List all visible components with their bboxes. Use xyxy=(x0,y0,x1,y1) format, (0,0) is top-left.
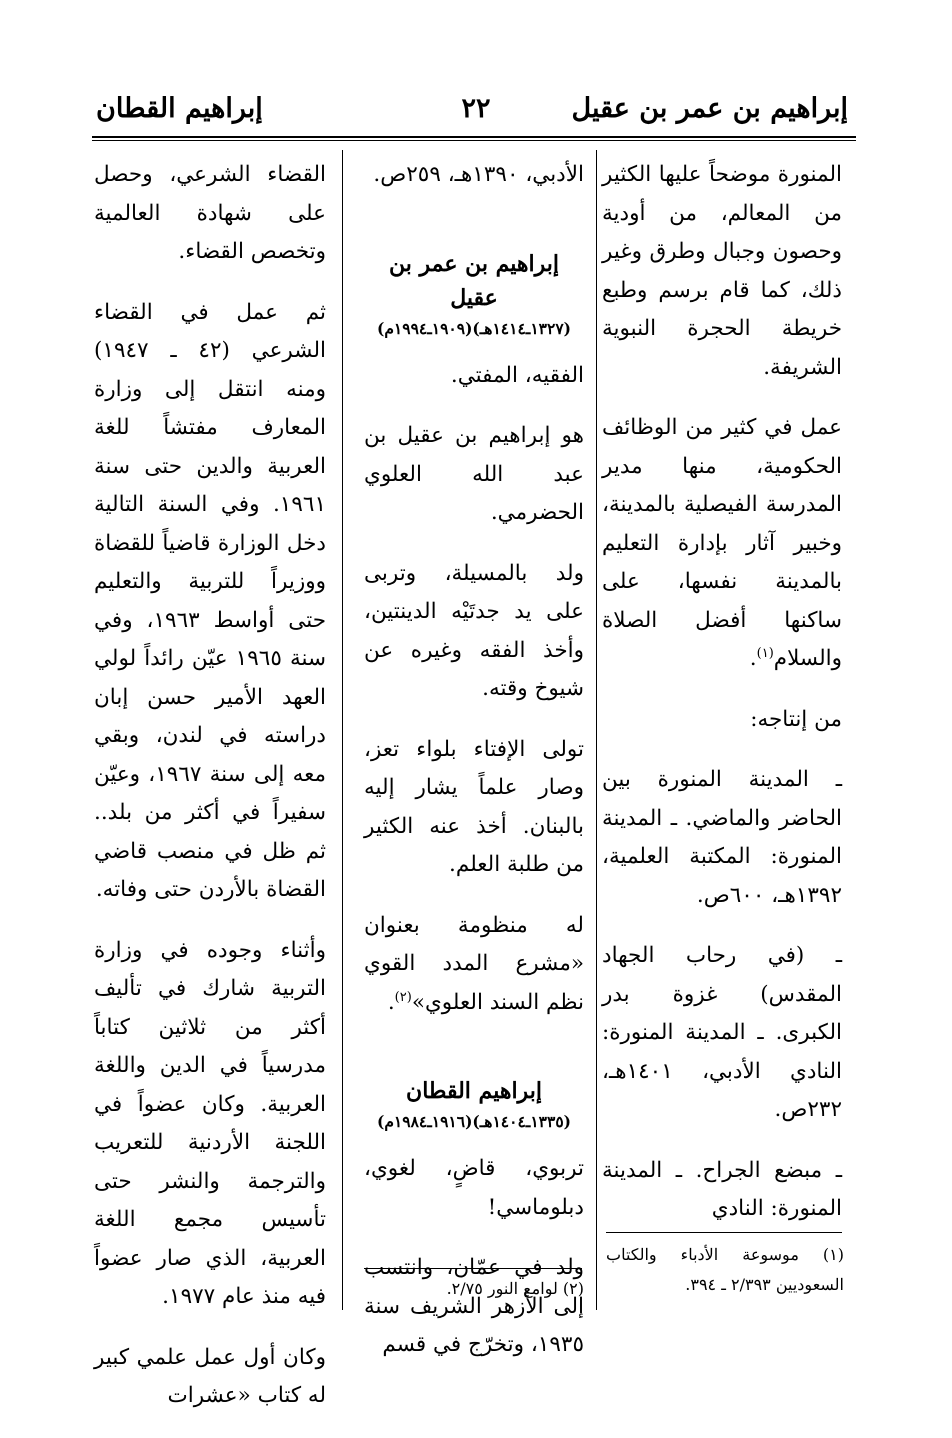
header-rule xyxy=(92,136,856,138)
footnote: (٢) لوامع النور ٢/٧٥. xyxy=(446,1279,584,1298)
paragraph: ولد بالمسيلة، وتربى على يد جدتَيْه الدينتين، وأخذ الفقه وغيره عن شيوخ وقته. xyxy=(364,560,584,701)
paragraph: ولد في عمّان، وانتسب إلى الأزهر الشريف سنة ١٩٣٥، وتخرّج في قسم xyxy=(364,1255,584,1357)
column-separator xyxy=(596,150,597,1310)
entry-dates: (١٣٣٥ـ١٤٠٤هـ)(١٩١٦ـ١٩٨٤م) xyxy=(376,1112,571,1131)
footnote: (١) موسوعة الأدباء والكتاب السعوديين ٢/٣٩٣ ـ ٣٩٤. xyxy=(606,1245,844,1294)
paragraph: عمل في كثير من الوظائف الحكومية، منها مدير المدرسة الفيصلية بالمدينة، وخبير آثار بإدارة التعليم بالمدينة نفسها، على ساكنها أفضل الصلاة والسلام$^{(١)}$. xyxy=(602,415,842,671)
column-middle xyxy=(364,156,584,1387)
footnote-reference: (١) xyxy=(756,645,774,661)
paragraph: وأثناء وجوده في وزارة التربية شارك في تأليف أكثر من ثلاثين كتاباً مدرسياً في الدين واللغة العربية. وكان عضواً في اللجنة الأردنية للتعريب والترجمة والنشر حتى تأسيس مجمع اللغة العربية، الذي صار عضواً فيه منذ عام ١٩٧٧. xyxy=(94,937,326,1309)
paragraph: هو إبراهيم بن عقيل بن عبد الله العلوي الحضرمي. xyxy=(364,423,584,525)
column-separator xyxy=(342,150,343,1310)
header-rule-thin xyxy=(92,140,856,141)
entry-title: إبراهيم بن عمر بن عقيل xyxy=(388,250,560,311)
footnote-rule xyxy=(606,1232,842,1233)
column-right xyxy=(602,156,842,1251)
paragraph: ـ المدينة المنورة بين الحاضر والماضي. ـ المدينة المنورة: المكتبة العلمية، ١٣٩٢هـ، ٦٠٠ص. xyxy=(602,767,842,908)
entry-title: إبراهيم القطان xyxy=(406,1078,542,1104)
paragraph: المنورة موضحاً عليها الكثير من المعالم، من أودية وحصون وجبال وطرق وغير ذلك، كما قام برسم وطبع خريطة الحجرة النبوية الشريفة. xyxy=(602,162,842,380)
paragraph: وكان أول عمل علمي كبير له كتاب «عشرات xyxy=(94,1344,326,1408)
paragraph: الأدبي، ١٣٩٠هـ، ٢٥٩ص. xyxy=(373,162,584,187)
entry-role: الفقيه، المفتي. xyxy=(450,362,584,388)
page-number: ٢٢ xyxy=(461,93,491,124)
footnote-rule xyxy=(364,1268,582,1269)
paragraph: القضاء الشرعي، وحصل على شهادة العالمية وتخصص القضاء. xyxy=(94,162,326,264)
running-header-left: إبراهيم القطان xyxy=(96,93,263,124)
entry-role: تربوي، قاضٍ، لغوي، دبلوماسي! xyxy=(364,1156,584,1220)
entry-dates: (١٣٢٧ـ١٤١٤هـ)(١٩٠٩ـ١٩٩٤م) xyxy=(376,318,571,338)
paragraph-text: له منظومة بعنوان «مشرع المدد القوي نظم السند العلوي» xyxy=(364,912,584,1015)
paragraph: ـ (في رحاب الجهاد المقدس) غزوة بدر الكبرى. ـ المدينة المنورة: النادي الأدبي، ١٤٠١هـ، ٢٣٢ص. xyxy=(602,943,842,1122)
running-header-right: إبراهيم بن عمر بن عقيل xyxy=(571,93,848,124)
paragraph: ثم عمل في القضاء الشرعي (٤٢ ـ ١٩٤٧) ومنه انتقل إلى وزارة المعارف مفتشاً للغة العربية والدين حتى سنة ١٩٦١. وفي السنة التالية دخل الوزارة قاضياً للقضاة ووزيراً للتربية والتعليم حتى أواسط ١٩٦٣، وفي سنة ١٩٦٥ عيّن رائداً لولي العهد الأمير حسن إبان دراسته في لندن، وبقي معه إلى سنة ١٩٦٧، وعيّن سفيراً في أكثر من بلد.. ثم ظل في منصب قاضي القضاة بالأردن حتى وفاته. xyxy=(94,299,326,902)
footnote-reference: (٢) xyxy=(394,989,412,1005)
paragraph: له منظومة بعنوان «مشرع المدد القوي نظم السند العلوي»$^{(٢)}$. xyxy=(364,912,584,1015)
paragraph-text: عمل في كثير من الوظائف الحكومية، منها مدير المدرسة الفيصلية بالمدينة، وخبير آثار بإدارة التعليم بالمدينة نفسها، على ساكنها أفضل الصلاة والسلام xyxy=(602,415,842,671)
column-left xyxy=(94,156,326,1438)
paragraph: ـ مبضع الجراح. ـ المدينة المنورة: النادي xyxy=(602,1157,842,1221)
paragraph: تولى الإفتاء بلواء تعز، وصار علماً يشار إليه بالبنان. أخذ عنه الكثير من طلبة العلم. xyxy=(364,736,584,877)
paragraph: من إنتاجه: xyxy=(750,706,842,732)
